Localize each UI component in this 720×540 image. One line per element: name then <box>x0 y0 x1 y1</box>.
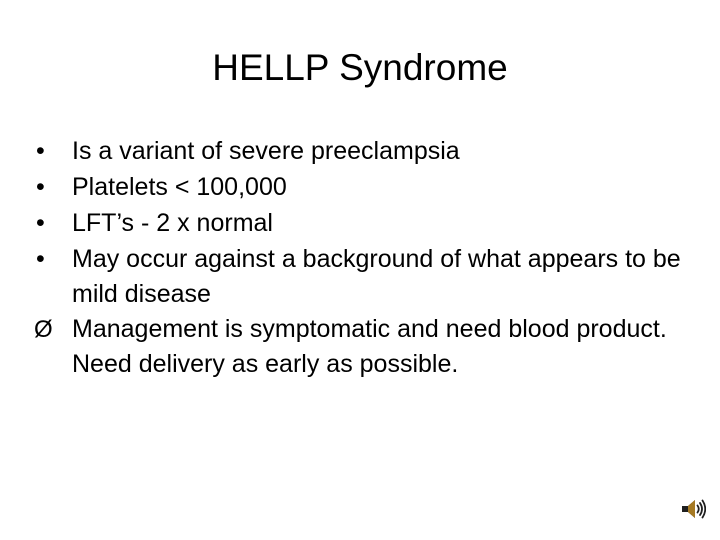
slide-title: HELLP Syndrome <box>212 47 508 88</box>
bullet-list <box>36 134 686 382</box>
bullet-text: May occur against a background of what appears to be mild disease <box>72 245 681 308</box>
bullet-item-lfts <box>36 206 686 241</box>
arrow-item-text: Management is symptomatic and need blood product. Need delivery as early as possible. <box>72 315 667 378</box>
bullet-item-background <box>36 242 686 312</box>
arrow-bullet-icon: Ø <box>34 316 53 343</box>
bullet-item-variant <box>36 134 686 169</box>
bullet-marker: • <box>36 137 45 165</box>
arrow-item-management <box>36 312 686 382</box>
bullet-text: Platelets < 100,000 <box>72 173 287 201</box>
bullet-marker: • <box>36 209 45 237</box>
bullet-item-platelets <box>36 170 686 205</box>
bullet-text: LFT’s - 2 x normal <box>72 209 273 237</box>
bullet-marker: • <box>36 173 45 201</box>
speaker-sound-icon[interactable] <box>680 497 706 521</box>
bullet-text: Is a variant of severe preeclampsia <box>72 137 460 165</box>
bullet-marker: • <box>36 245 45 273</box>
